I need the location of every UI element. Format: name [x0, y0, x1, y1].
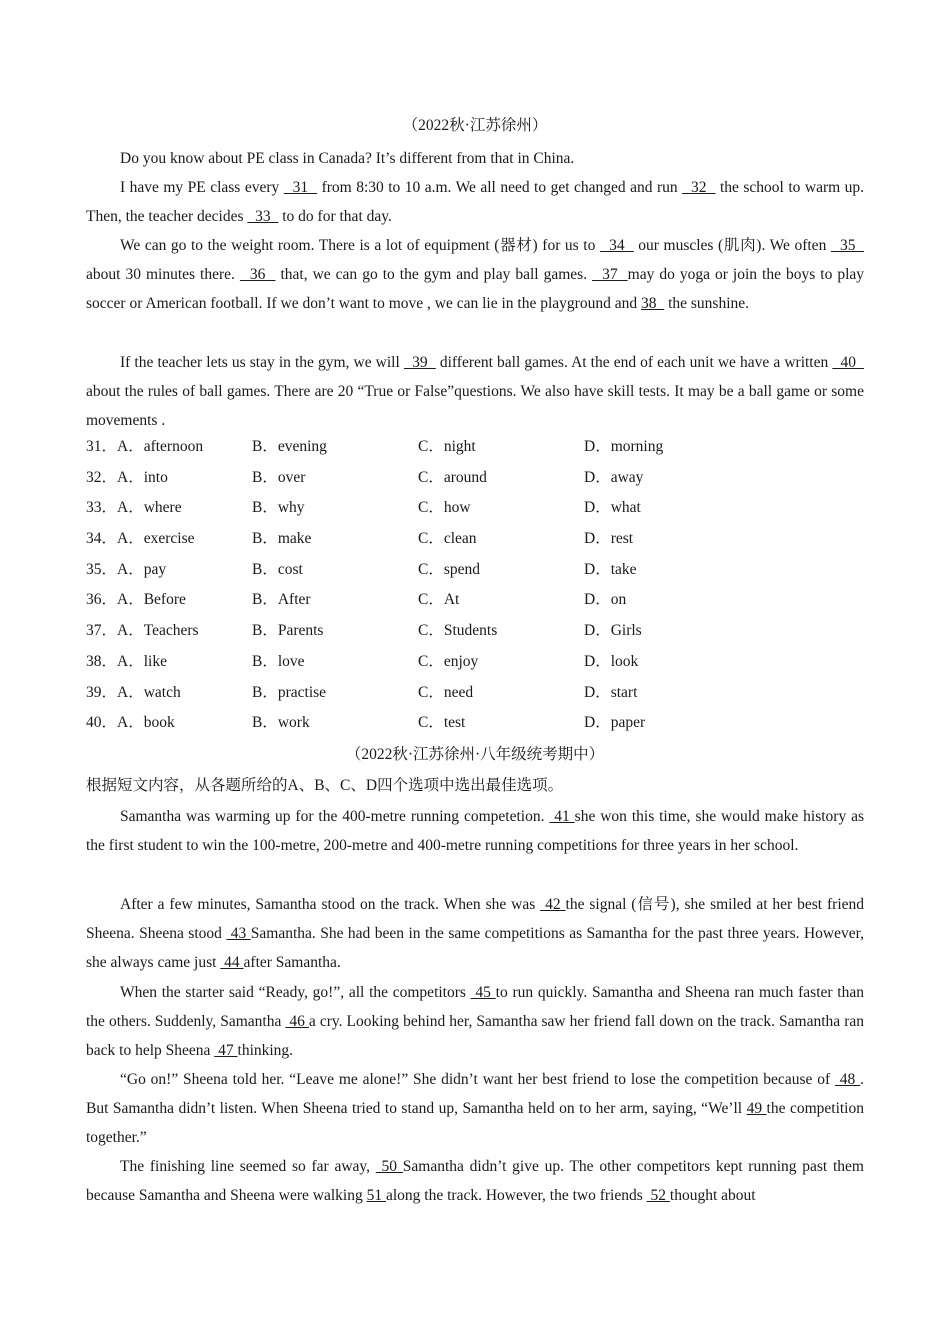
blank-48: 48 — [834, 1071, 861, 1088]
question-row — [86, 618, 864, 649]
option-d[interactable]: D．rest — [584, 530, 634, 548]
blank-52: 52 — [646, 1187, 670, 1204]
question-row — [86, 434, 864, 465]
passage2-paragraph-5: The finishing line seemed so far away, 50 Samantha didn’t give up. The other competitors kept running past them because Samantha and Sheena were walking 51 along the track. However, the two friends 52 thought about — [86, 1158, 864, 1204]
blank-43: 43 — [226, 925, 251, 942]
question-options — [86, 434, 864, 741]
blank-51: 51 — [366, 1187, 386, 1204]
option-a[interactable]: 32．A．into — [86, 468, 168, 486]
option-c[interactable]: C．spend — [418, 560, 481, 578]
passage1-paragraph-4: If the teacher lets us stay in the gym, we will 39 different ball games. At the end of each unit we have a written 40 about the rules of ball games. There are 20 “True or False”questions. We also have skill tests. It may be a ball game or some movements . — [86, 354, 864, 429]
blank-47: 47 — [214, 1042, 238, 1059]
option-a[interactable]: 40．A．book — [86, 714, 175, 732]
option-d[interactable]: D．look — [584, 652, 639, 670]
option-b[interactable]: B．cost — [252, 560, 303, 578]
option-c[interactable]: C．around — [418, 468, 487, 486]
option-c[interactable]: C．how — [418, 499, 471, 517]
blank-41: 41 — [549, 808, 575, 825]
option-d[interactable]: D．start — [584, 683, 638, 701]
option-c[interactable]: C．night — [418, 438, 476, 455]
blank-44: 44 — [220, 954, 244, 971]
option-c[interactable]: C．test — [418, 714, 466, 732]
option-b[interactable]: B．evening — [252, 438, 327, 455]
option-a[interactable]: 36．A．Before — [86, 591, 186, 609]
option-a[interactable]: 39．A．watch — [86, 683, 181, 701]
question-row — [86, 710, 864, 741]
blank-37: 37 — [592, 266, 628, 283]
option-a[interactable]: 35．A．pay — [86, 560, 167, 578]
option-b[interactable]: B．work — [252, 714, 310, 732]
question-row — [86, 649, 864, 680]
blank-39: 39 — [403, 354, 436, 371]
option-d[interactable]: D．Girls — [584, 622, 642, 640]
option-b[interactable]: B．Parents — [252, 622, 324, 640]
blank-34: 34 — [599, 237, 634, 254]
option-c[interactable]: C．need — [418, 683, 474, 701]
question-row — [86, 587, 864, 618]
question-row — [86, 526, 864, 557]
blank-38: 38 — [640, 295, 665, 312]
option-b[interactable]: B．practise — [252, 683, 327, 701]
blank-49: 49 — [746, 1100, 767, 1117]
passage2-paragraph-1: Samantha was warming up for the 400-metre running competetion. 41 she won this time, she would make history as the first student to win the 100-metre, 200-metre and 400-metre running competitions for three years in her school. — [86, 808, 865, 854]
passage2-paragraph-4: “Go on!” Sheena told her. “Leave me alone!” She didn’t want her best friend to lose the competition because of 48 . But Samantha didn’t listen. When Sheena tried to stand up, Samantha held on to her arm, saying, “We’ll 49 the competition together.” — [86, 1071, 865, 1146]
option-d[interactable]: D．take — [584, 560, 637, 578]
blank-35: 35 — [830, 237, 864, 254]
blank-42: 42 — [540, 896, 566, 913]
option-b[interactable]: B．why — [252, 499, 305, 517]
passage2-paragraph-2: After a few minutes, Samantha stood on the track. When she was 42 the signal (信号), she smiled at her best friend Sheena. Sheena stood 43 Samantha. She had been in the same competitions as Samantha for the past three years. However, she always came just 44 after Samantha. — [86, 896, 865, 971]
blank-50: 50 — [375, 1158, 403, 1175]
passage1-paragraph-3: We can go to the weight room. There is a lot of equipment (器材) for us to 34 our muscles (肌肉). We often 35 about 30 minutes there. 36 that, we can go to the gym and play ball games. 37 may do yoga or join the boys to play soccer or American football. If we don’t want to move , we can lie in the playground and 38 the sunshine. — [86, 237, 865, 312]
option-d[interactable]: D．paper — [584, 714, 646, 732]
passage1-paragraph-1: Do you know about PE class in Canada? It’s different from that in China. — [120, 150, 575, 167]
blank-40: 40 — [832, 354, 864, 371]
passage1-paragraph-2: I have my PE class every 31 from 8:30 to 10 a.m. We all need to get changed and run 32 the school to warm up. Then, the teacher decides 33 to do for that day. — [86, 179, 865, 225]
blank-45: 45 — [470, 984, 496, 1001]
option-c[interactable]: C．clean — [418, 530, 477, 548]
option-d[interactable]: D．on — [584, 591, 627, 609]
option-b[interactable]: B．love — [252, 652, 305, 670]
option-a[interactable]: 37．A．Teachers — [86, 622, 199, 640]
instruction-text: 根据短文内容，从各题所给的A、B、C、D四个选项中选出最佳选项。 — [86, 777, 564, 794]
question-row — [86, 465, 864, 496]
option-d[interactable]: D．morning — [584, 438, 664, 455]
blank-46: 46 — [285, 1013, 309, 1030]
option-b[interactable]: B．over — [252, 468, 306, 486]
blank-36: 36 — [239, 266, 276, 283]
option-c[interactable]: C．At — [418, 591, 460, 609]
option-d[interactable]: D．away — [584, 468, 644, 486]
blank-31: 31 — [283, 179, 318, 196]
passage2-paragraph-3: When the starter said “Ready, go!”, all the competitors 45 to run quickly. Samantha and Sheena ran much faster than the others. Suddenly, Samantha 46 a cry. Looking behind her, Samantha saw her friend fall down on the track. Samantha ran back to help Sheena 47 thinking. — [86, 984, 864, 1059]
source-note-1: （2022秋·江苏徐州） — [402, 117, 548, 134]
blank-32: 32 — [682, 179, 716, 196]
blank-33: 33 — [247, 208, 279, 225]
question-row — [86, 680, 864, 711]
question-row — [86, 495, 864, 526]
option-a[interactable]: 34．A．exercise — [86, 530, 195, 548]
option-b[interactable]: B．After — [252, 591, 311, 609]
source-note-2: （2022秋·江苏徐州·八年级统考期中） — [345, 746, 605, 763]
option-a[interactable]: 31．A．afternoon — [86, 438, 204, 455]
option-c[interactable]: C．enjoy — [418, 652, 479, 670]
option-b[interactable]: B．make — [252, 530, 312, 548]
option-a[interactable]: 38．A．like — [86, 652, 167, 670]
option-d[interactable]: D．what — [584, 499, 641, 517]
option-a[interactable]: 33．A．where — [86, 499, 182, 517]
question-row — [86, 557, 864, 588]
option-c[interactable]: C．Students — [418, 622, 498, 640]
